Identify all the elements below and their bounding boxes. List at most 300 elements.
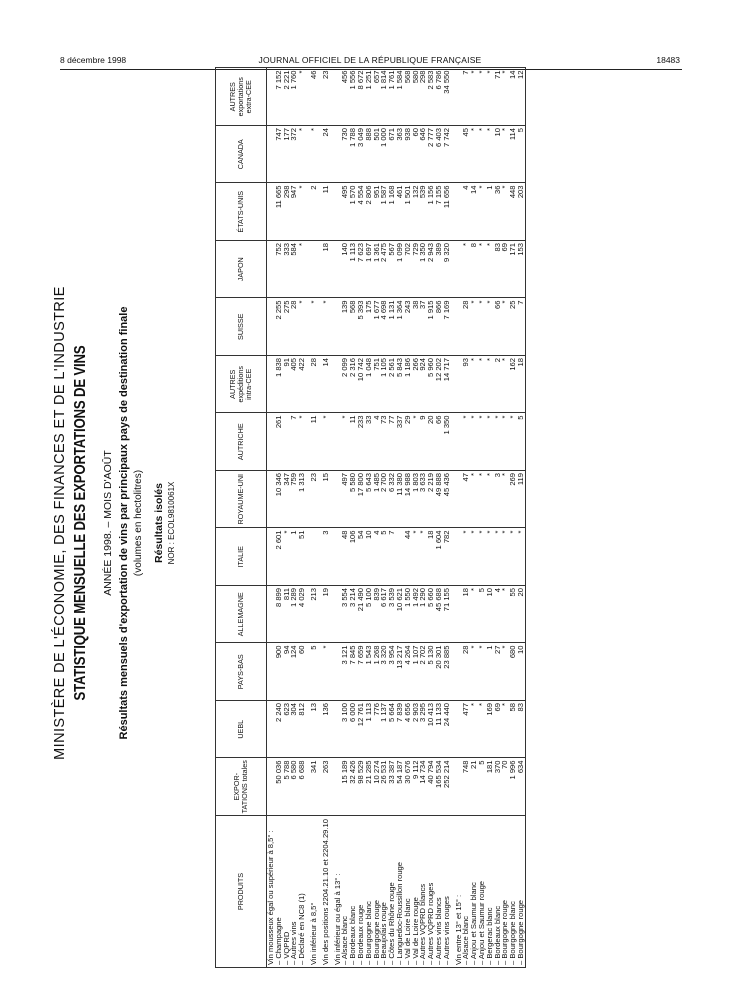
table-cell: 539: [419, 183, 427, 241]
table-cell: 11: [322, 183, 330, 241]
product-label: – Val de Loire rouge: [412, 816, 420, 968]
table-cell: 501: [373, 126, 381, 184]
table-cell: 45 688: [435, 586, 443, 644]
table-cell: 7 839: [396, 701, 404, 759]
table-cell: 568: [404, 68, 412, 126]
table-cell: 2 943: [427, 241, 435, 299]
column-header: ITALIE: [216, 528, 267, 586]
table-cell: *: [501, 68, 509, 126]
table-cell: *: [462, 413, 470, 471]
table-cell: 1 814: [380, 68, 388, 126]
product-label: – Autres vins rouges: [443, 816, 451, 968]
table-cell: 584: [290, 241, 298, 299]
product-label: – VQPRD: [283, 816, 291, 968]
table-cell: 759: [290, 471, 298, 529]
table-cell: 4 264: [404, 643, 412, 701]
column-header: PRODUITS: [216, 816, 267, 968]
table-cell: 7 742: [443, 126, 451, 184]
table-cell: 363: [396, 126, 404, 184]
table-cell: 748: [462, 758, 470, 816]
table-cell: 24: [322, 126, 330, 184]
table-cell: *: [470, 643, 478, 701]
table-cell: *: [298, 183, 306, 241]
table-cell: *: [509, 413, 517, 471]
table-cell: 389: [435, 241, 443, 299]
product-label: – Déclaré en NC8 (1): [298, 816, 306, 968]
table-cell: [455, 68, 463, 126]
table-cell: 23 885: [443, 643, 451, 701]
table-cell: 34 550: [443, 68, 451, 126]
table-row: [290, 68, 298, 968]
table-cell: 1: [290, 528, 298, 586]
table-cell: *: [310, 298, 318, 356]
table-cell: *: [486, 241, 494, 299]
table-cell: 18: [322, 241, 330, 299]
table-cell: 304: [290, 701, 298, 759]
table-cell: [455, 413, 463, 471]
table-cell: 132: [412, 183, 420, 241]
table-cell: 751: [373, 356, 381, 414]
table-cell: 14: [322, 356, 330, 414]
table-cell: 1 364: [396, 298, 404, 356]
table-cell: 70: [501, 758, 509, 816]
table-cell: 60: [298, 643, 306, 701]
table-row: [443, 68, 451, 968]
table-cell: [310, 241, 318, 299]
table-cell: 5: [380, 528, 388, 586]
table-cell: 1 131: [388, 298, 396, 356]
table-cell: 4 656: [404, 701, 412, 759]
table-cell: *: [501, 356, 509, 414]
table-cell: 1 113: [349, 241, 357, 299]
table-cell: 947: [290, 183, 298, 241]
table-cell: 71: [494, 68, 502, 126]
table-cell: *: [486, 356, 494, 414]
table-cell: *: [470, 68, 478, 126]
table-cell: 461: [396, 183, 404, 241]
product-label: Vin entre 13° et 15° :: [455, 816, 463, 968]
table-cell: [310, 528, 318, 586]
table-cell: 3 633: [419, 471, 427, 529]
table-cell: 55: [509, 586, 517, 644]
table-row: [494, 68, 502, 968]
table-cell: 7 155: [435, 183, 443, 241]
table-cell: 36: [494, 183, 502, 241]
product-label: – Bordeaux blanc: [349, 816, 357, 968]
column-header: UEBL: [216, 701, 267, 759]
table-cell: 11 380: [396, 471, 404, 529]
table-cell: *: [517, 528, 525, 586]
table-cell: 6 617: [380, 586, 388, 644]
table-cell: 8: [470, 241, 478, 299]
product-label: – Autres vins: [290, 816, 298, 968]
table-cell: 243: [404, 298, 412, 356]
table-cell: *: [419, 528, 427, 586]
table-cell: 1 761: [388, 68, 396, 126]
table-cell: 47: [462, 471, 470, 529]
table-cell: *: [478, 528, 486, 586]
table-cell: 5 100: [365, 586, 373, 644]
table-cell: *: [478, 701, 486, 759]
table-cell: *: [501, 643, 509, 701]
table-cell: 1 543: [365, 643, 373, 701]
table-cell: 153: [517, 241, 525, 299]
column-header: SUISSE: [216, 298, 267, 356]
table-cell: 69: [494, 701, 502, 759]
table-cell: *: [478, 241, 486, 299]
table-cell: 171: [509, 241, 517, 299]
table-cell: 900: [275, 643, 283, 701]
table-cell: 5 643: [365, 471, 373, 529]
table-cell: 1 550: [404, 586, 412, 644]
table-cell: 11 665: [275, 183, 283, 241]
table-cell: 77: [388, 413, 396, 471]
table-cell: 3 295: [419, 701, 427, 759]
table-row: [517, 68, 525, 968]
table-cell: 114: [509, 126, 517, 184]
table-cell: 1 000: [380, 126, 388, 184]
table-cell: 136: [322, 701, 330, 759]
table-cell: 7 659: [357, 643, 365, 701]
table-cell: *: [470, 586, 478, 644]
table-cell: 634: [517, 758, 525, 816]
table-cell: 5: [478, 586, 486, 644]
table-cell: 66: [494, 298, 502, 356]
table-cell: 1 788: [349, 126, 357, 184]
table-cell: 888: [365, 126, 373, 184]
table-cell: 3 049: [357, 126, 365, 184]
table-cell: 275: [283, 298, 291, 356]
table-cell: 680: [509, 643, 517, 701]
table-cell: 1 915: [427, 298, 435, 356]
table-cell: 5 393: [357, 298, 365, 356]
table-cell: *: [494, 528, 502, 586]
table-cell: 298: [419, 68, 427, 126]
product-label: – Champagne: [275, 816, 283, 968]
table-cell: 2: [494, 356, 502, 414]
table-cell: *: [470, 356, 478, 414]
table-cell: *: [486, 528, 494, 586]
product-label: – Autres VQPRD blancs: [419, 816, 427, 968]
table-cell: *: [501, 586, 509, 644]
table-cell: 24 440: [443, 701, 451, 759]
table-cell: 5 664: [388, 701, 396, 759]
table-cell: 3 954: [388, 643, 396, 701]
column-header: ALLEMAGNE: [216, 586, 267, 644]
table-row: [298, 68, 306, 968]
table-row: [486, 68, 494, 968]
product-label: – Beaujolais rouge: [380, 816, 388, 968]
table-cell: 2 099: [341, 356, 349, 414]
table-cell: 14 717: [443, 356, 451, 414]
table-row: [478, 68, 486, 968]
table-cell: *: [298, 126, 306, 184]
table-cell: 2 561: [388, 356, 396, 414]
product-label: – Bergerac blanc: [486, 816, 494, 968]
table-cell: 60: [412, 126, 420, 184]
units-note: (volumes en hectolitres): [133, 469, 144, 577]
table-cell: *: [486, 126, 494, 184]
product-label: – Alsace blanc: [341, 816, 349, 968]
table-cell: 497: [341, 471, 349, 529]
table-cell: *: [470, 528, 478, 586]
table-cell: 11: [310, 413, 318, 471]
table-cell: 28: [462, 643, 470, 701]
table-cell: *: [470, 701, 478, 759]
table-cell: *: [462, 241, 470, 299]
table-cell: 93: [462, 356, 470, 414]
table-cell: 10 742: [357, 356, 365, 414]
table-cell: 580: [412, 68, 420, 126]
table-cell: *: [478, 643, 486, 701]
table-cell: 11: [349, 413, 357, 471]
table-cell: 266: [412, 356, 420, 414]
table-cell: 26 531: [380, 758, 388, 816]
table-cell: 646: [419, 126, 427, 184]
table-cell: *: [478, 356, 486, 414]
table-cell: 1 697: [365, 241, 373, 299]
table-cell: 91: [283, 356, 291, 414]
table-cell: 29: [404, 413, 412, 471]
header-page-number: 18483: [656, 55, 680, 65]
table-cell: 69: [501, 241, 509, 299]
table-cell: 6 786: [435, 68, 443, 126]
table-cell: 2 240: [275, 701, 283, 759]
table-cell: 5 788: [283, 758, 291, 816]
table-cell: 2 316: [349, 356, 357, 414]
table-cell: 45: [462, 126, 470, 184]
table-cell: 83: [494, 241, 502, 299]
table-cell: 1 584: [396, 68, 404, 126]
table-cell: 1 048: [365, 356, 373, 414]
table-cell: 372: [290, 126, 298, 184]
header-journal: JOURNAL OFFICIEL DE LA RÉPUBLIQUE FRANÇAISE: [258, 55, 482, 65]
table-cell: 269: [509, 471, 517, 529]
table-cell: 30 676: [404, 758, 412, 816]
table-cell: 6 688: [298, 758, 306, 816]
table-cell: *: [478, 68, 486, 126]
table-cell: *: [470, 126, 478, 184]
table-cell: 25: [509, 298, 517, 356]
table-cell: 10 274: [373, 758, 381, 816]
table-cell: *: [494, 413, 502, 471]
table-cell: 6 332: [388, 471, 396, 529]
table-cell: 71 155: [443, 586, 451, 644]
table-cell: 938: [404, 126, 412, 184]
table-cell: *: [501, 701, 509, 759]
table-cell: 15 189: [341, 758, 349, 816]
table-cell: 5 660: [427, 586, 435, 644]
product-label: – Languedoc-Roussillon rouge: [396, 816, 404, 968]
table-cell: *: [478, 413, 486, 471]
table-cell: 1 268: [373, 643, 381, 701]
table-cell: 702: [404, 241, 412, 299]
table-cell: 12: [517, 68, 525, 126]
table-cell: 175: [365, 298, 373, 356]
table-cell: [283, 413, 291, 471]
table-cell: 139: [341, 298, 349, 356]
table-cell: 10: [365, 528, 373, 586]
table-cell: 177: [283, 126, 291, 184]
table-row: [509, 68, 517, 968]
product-label: Vin mousseux égal ou supérieur à 8,5° :: [267, 816, 275, 968]
table-cell: *: [298, 241, 306, 299]
product-label: – Bourgogne rouge: [517, 816, 525, 968]
table-cell: 165 534: [435, 758, 443, 816]
table-cell: *: [501, 298, 509, 356]
table-cell: 1 677: [373, 298, 381, 356]
product-label: Vin inférieur ou égal à 13° :: [334, 816, 342, 968]
table-cell: 1 105: [380, 356, 388, 414]
table-cell: *: [322, 298, 330, 356]
table-cell: 2 475: [380, 241, 388, 299]
ministry-title: MINISTÈRE DE L'ÉCONOMIE, DES FINANCES ET DE L'INDUSTRIE: [52, 286, 68, 760]
product-label: – Bordeaux blanc: [494, 816, 502, 968]
table-cell: 12 761: [357, 701, 365, 759]
table-cell: 1 168: [388, 183, 396, 241]
product-label: – Autres vins blancs: [435, 816, 443, 968]
column-header: ÉTATS-UNIS: [216, 183, 267, 241]
table-cell: 752: [275, 241, 283, 299]
table-cell: 51: [298, 528, 306, 586]
table-cell: 162: [509, 356, 517, 414]
table-cell: 4 029: [298, 586, 306, 644]
table-cell: 3: [322, 528, 330, 586]
table-cell: 13 217: [396, 643, 404, 701]
table-cell: 21 285: [365, 758, 373, 816]
table-cell: 1 313: [298, 471, 306, 529]
table-cell: 2 601: [275, 528, 283, 586]
table-cell: 124: [290, 643, 298, 701]
table-cell: 2 255: [275, 298, 283, 356]
table-cell: *: [486, 68, 494, 126]
table-cell: 4: [373, 413, 381, 471]
table-cell: 8 899: [275, 586, 283, 644]
table-cell: 5: [517, 413, 525, 471]
table-cell: 10 621: [396, 586, 404, 644]
table-cell: 37: [419, 298, 427, 356]
table-cell: 951: [373, 183, 381, 241]
exports-table: [215, 68, 526, 969]
table-cell: 18: [427, 528, 435, 586]
table-cell: 9: [419, 413, 427, 471]
table-cell: 98 529: [357, 758, 365, 816]
table-cell: *: [478, 126, 486, 184]
table-cell: 28: [310, 356, 318, 414]
column-header: AUTRES expéditions intra-CEE: [216, 356, 267, 414]
table-cell: 347: [283, 471, 291, 529]
table-cell: 40 794: [427, 758, 435, 816]
table-cell: *: [470, 471, 478, 529]
table-cell: 8 672: [357, 68, 365, 126]
table-cell: 1 570: [349, 183, 357, 241]
table-cell: *: [412, 528, 420, 586]
table-cell: *: [486, 298, 494, 356]
table-cell: 7 845: [349, 643, 357, 701]
table-cell: 20: [427, 413, 435, 471]
table-cell: 456: [341, 68, 349, 126]
table-cell: *: [478, 298, 486, 356]
product-label: Vin inférieur à 8,5°: [310, 816, 318, 968]
product-label: – Bourgogne blanc: [509, 816, 517, 968]
table-cell: 5 843: [396, 356, 404, 414]
product-label: – Bordeaux rouge: [357, 816, 365, 968]
table-cell: *: [462, 528, 470, 586]
table-cell: 7 623: [357, 241, 365, 299]
table-cell: 5 130: [427, 643, 435, 701]
table-cell: 17 800: [357, 471, 365, 529]
table-cell: *: [322, 413, 330, 471]
table-cell: *: [310, 126, 318, 184]
table-cell: 1 289: [290, 586, 298, 644]
table-cell: 1: [486, 183, 494, 241]
table-cell: 11 656: [443, 183, 451, 241]
table-cell: 2 702: [419, 643, 427, 701]
table-cell: 11 133: [435, 701, 443, 759]
table-cell: *: [478, 471, 486, 529]
product-label: Vin des positions 2204.21.10 et 2204.29.10: [322, 816, 330, 968]
table-cell: 3 539: [388, 586, 396, 644]
table-cell: *: [341, 413, 349, 471]
table-cell: 233: [357, 413, 365, 471]
table-cell: 28: [462, 298, 470, 356]
table-row: [365, 68, 373, 968]
table-cell: 7 152: [275, 68, 283, 126]
table-cell: *: [412, 413, 420, 471]
table-cell: 568: [349, 298, 357, 356]
product-label: – Autres VQPRD rouges: [427, 816, 435, 968]
table-cell: 1 838: [275, 356, 283, 414]
table-cell: 4: [373, 528, 381, 586]
column-header: CANADA: [216, 126, 267, 184]
table-cell: 10 413: [427, 701, 435, 759]
table-cell: 33: [365, 413, 373, 471]
table-cell: 54: [357, 528, 365, 586]
table-cell: 3 554: [341, 586, 349, 644]
table-cell: *: [486, 471, 494, 529]
table-cell: *: [501, 413, 509, 471]
table-cell: 924: [419, 356, 427, 414]
table-cell: 5 580: [349, 471, 357, 529]
table-cell: 21: [470, 758, 478, 816]
table-cell: 13: [310, 701, 318, 759]
product-label: – Val de Loire blanc: [404, 816, 412, 968]
table-cell: 495: [341, 183, 349, 241]
table-cell: *: [478, 183, 486, 241]
table-cell: 5: [478, 758, 486, 816]
table-cell: 405: [290, 356, 298, 414]
table-row: [310, 68, 318, 968]
table-cell: 1 251: [365, 68, 373, 126]
table-cell: 6 580: [290, 758, 298, 816]
table-cell: [455, 528, 463, 586]
table-cell: 5 960: [427, 356, 435, 414]
header-date: 8 décembre 1998: [60, 55, 127, 65]
column-header: ROYAUME-UNI: [216, 471, 267, 529]
table-cell: 27: [494, 643, 502, 701]
table-cell: 341: [310, 758, 318, 816]
table-cell: 4 698: [380, 298, 388, 356]
table-cell: 119: [517, 471, 525, 529]
table-cell: *: [470, 298, 478, 356]
table-cell: 671: [388, 126, 396, 184]
table-cell: 3 214: [349, 586, 357, 644]
table-cell: *: [501, 183, 509, 241]
table-row: [275, 68, 283, 968]
table-cell: 46: [310, 68, 318, 126]
table-cell: 298: [283, 183, 291, 241]
table-header-row: [216, 68, 267, 968]
